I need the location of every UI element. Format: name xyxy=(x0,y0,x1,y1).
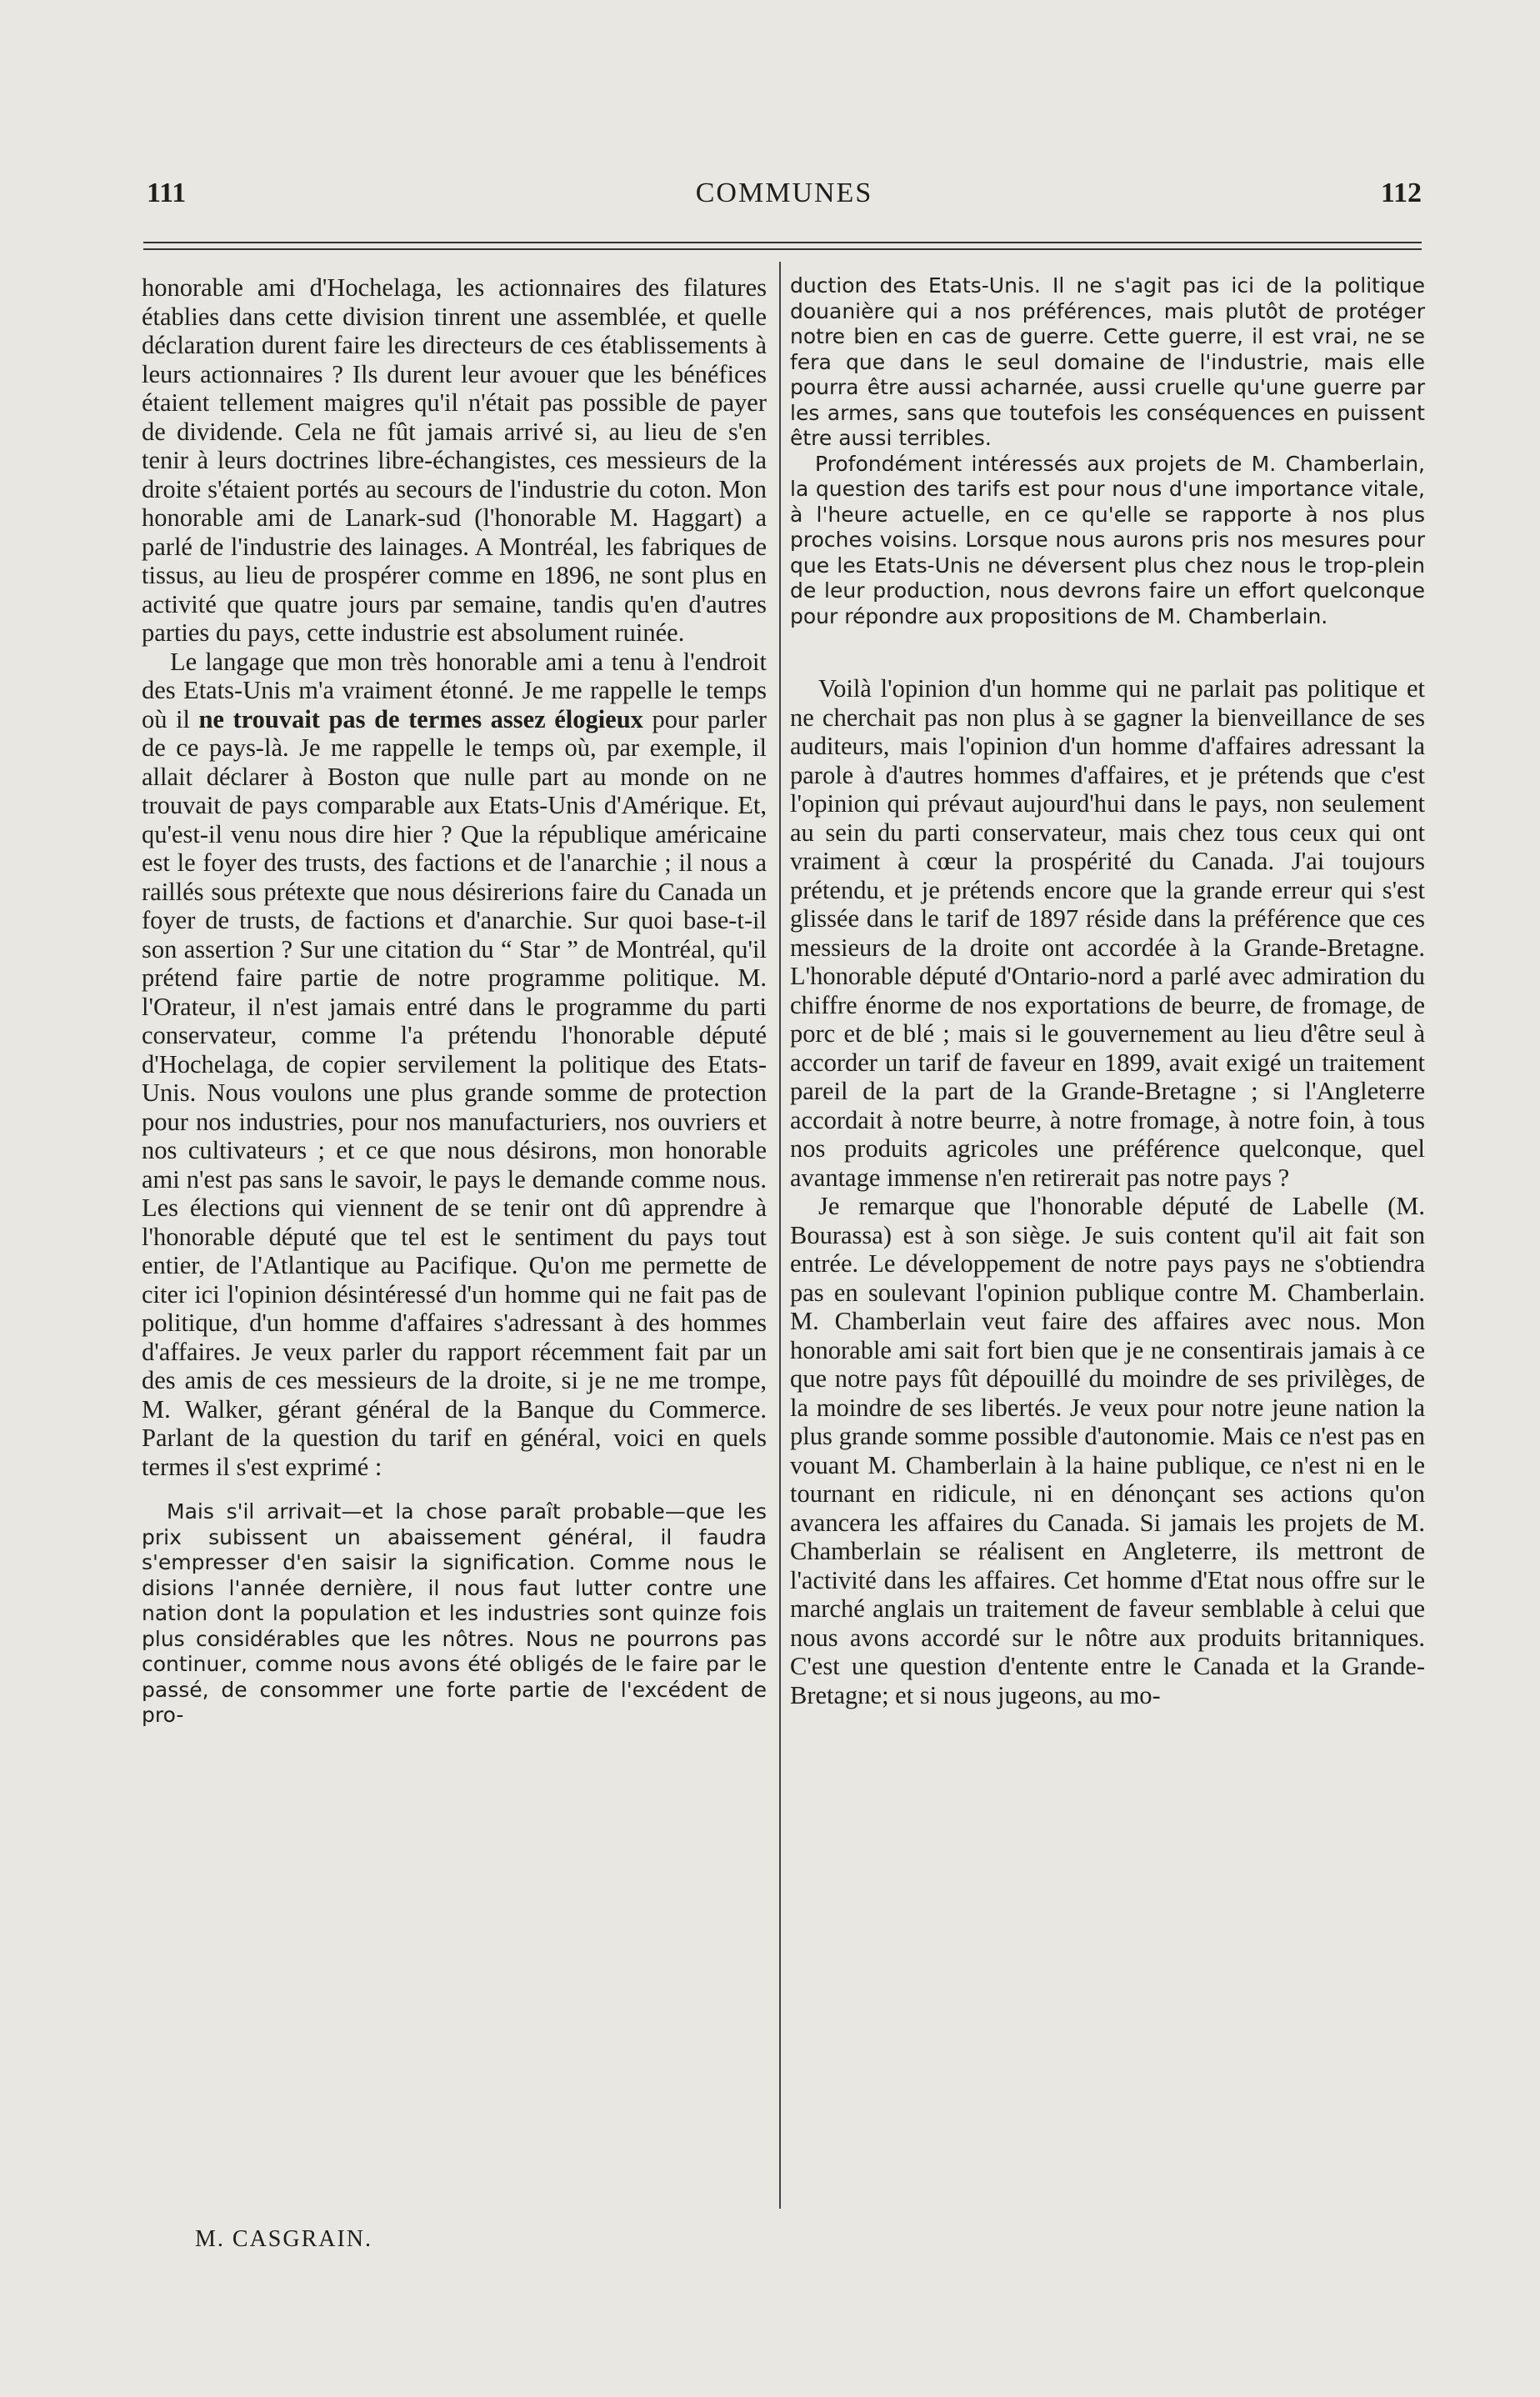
paragraph-labelle-bourassa: Je remarque que l'honorable député de Labelle (M. Bourassa) est à son siège. Je suis content qu'il ait fait son entrée. Le développement de notre pays pays ne s'obtiendra pas en soulevant l'opinion publique contre M. Chamberlain. M. Chamberlain veut faire des affaires avec nous. Mon honorable ami sait fort bien que je ne consentirais jamais à ce que notre pays fût dépouillé du moindre de ses privilèges, de la moindre de ses libertés. Je veux pour notre jeune nation la plus grande somme possible d'autonomie. Mais ce n'est pas en vouant M. Chamberlain à la haine publique, ce n'est ni en le tournant en ridicule, ni en dénonçant ses actions qu'on avancera les affaires du Canada. Si jamais les projets de M. Chamberlain se réalisent en Angleterre, ils mettront de l'activité dans les affaires. Cet homme d'Etat nous offre sur le marché anglais un traitement de faveur semblable à celui que nous avons accordé sur le nôtre aux produits britanniques. C'est une question d'entente entre le Canada et la Grande-Bretagne; et si nous jugeons, au mo- xyxy=(790,1192,1425,1709)
paragraph-text: pour parler de ce pays-là. Je me rappelle le temps où, par exemple, il allait déclarer à Boston que nulle part au monde on ne trouvait de pays comparable aux Etats-Unis d'Amérique. Et, qu'est-il venu nous dire hier ? Que la république américaine est le foyer des trusts, des factions et de l'anarchie ; il nous a raillés sous prétexte que nous désirerions faire du Canada un foyer de trusts, de factions et d'anarchie. Sur quoi base-t-il son assertion ? Sur une citation du “ Star ” de Montréal, qu'il prétend faire partie de notre programme politique. M. l'Orateur, il n'est jamais entré dans le programme du parti conservateur, comme l'a prétendu l'honorable député d'Hochelaga, de copier servilement la politique des Etats-Unis. Nous voulons une plus grande somme de protection pour nos industries, pour nos manufacturiers, nos ouvriers et nos cultivateurs ; et ce que nous désirons, mon honorable ami n'est pas sans le savoir, le pays le demande comme nous. Les élections qui viennent de se tenir ont dû apprendre à l'honorable député que tel est le sentiment du pays tout entier, de l'Atlantique au Pacifique. Qu'on me permette de citer ici l'opinion désintéressé d'un homme qui ne fait pas de politique, d'un homme d'affaires s'adressant à des hommes d'affaires. Je veux parler du rapport récemment fait par un des amis de ces messieurs de la droite, si je ne me trompe, M. Walker, gérant général de la Banque du Commerce. Parlant de la question du tarif en général, voici en quels termes il s'est exprimé : xyxy=(142,704,767,1481)
right-column xyxy=(790,273,1425,1709)
header-rule-bottom xyxy=(143,248,1422,250)
page-number-left: 111 xyxy=(147,178,187,208)
page-header xyxy=(147,178,1422,211)
running-head: COMMUNES xyxy=(695,178,873,208)
column-divider xyxy=(779,262,781,2209)
paragraph-text: Le langage que mon très honorable ami a tenu à l'endroit des Etats-Unis m'a vraiment étonné. Je me rappelle le temps où il xyxy=(142,647,767,733)
speaker-name: M. CASGRAIN. xyxy=(195,2226,373,2252)
left-column xyxy=(142,273,767,1729)
quotation-walker-continued: duction des Etats-Unis. Il ne s'agit pas ici de la politique douanière qui a nos préférences, mais plutôt de protéger notre bien en cas de guerre. Cette guerre, il est vrai, ne se fera que dans le seul domaine de l'industrie, mais elle pourra être aussi acharnée, aussi cruelle qu'une guerre par les armes, sans que toutefois les conséquences en puissent être aussi terribles. xyxy=(790,273,1425,450)
quotation-walker-start: Mais s'il arrivait—et la chose paraît probable—que les prix subissent un abaissement général, il faudra s'empresser d'en saisir la signification. Comme nous le disions l'année dernière, il nous faut lutter contre une nation dont la population et les industries sont quinze fois plus considérables que les nôtres. Nous ne pourrons pas continuer, comme nous avons été obligés de le faire par le passé, de consommer une forte partie de l'excédent de pro- xyxy=(142,1499,767,1727)
header-rule-top xyxy=(143,242,1422,243)
paragraph-hochelaga-filatures: honorable ami d'Hochelaga, les actionnaires des filatures établies dans cette division tinrent une assemblée, et quelle déclaration durent faire les directeurs de ces établissements à leurs actionnaires ? Ils durent leur avouer que les bénéfices étaient tellement maigres qu'il n'était pas possible de payer de dividende. Cela ne fût jamais arrivé si, au lieu de s'en tenir à leurs doctrines libre-échangistes, ces messieurs de la droite s'étaient portés au secours de l'industrie du coton. Mon honorable ami de Lanark-sud (l'honorable M. Haggart) a parlé de l'industrie des lainages. A Montréal, les fabriques de tissus, au lieu de prospérer comme en 1896, ne sont plus en activité que quatre jours par semaine, tandis qu'en d'autres parties du pays, cette industrie est absolument ruinée. xyxy=(142,273,767,647)
emphasized-phrase: ne trouvait pas de termes assez élogieux xyxy=(198,704,643,733)
page-number-right: 112 xyxy=(1380,178,1422,208)
paragraph-opinion-homme-affaires: Voilà l'opinion d'un homme qui ne parlait pas politique et ne cherchait pas non plus à se gagner la bienveillance de ses auditeurs, mais l'opinion d'un homme d'affaires adressant la parole à d'autres hommes d'affaires, et je prétends que c'est l'opinion qui prévaut aujourd'hui dans le pays, non seulement au sein du parti conservateur, mais chez tous ceux qui ont vraiment à cœur la prospérité du Canada. J'ai toujours prétendu, et je prétends encore que la grande erreur qui s'est glissée dans le tarif de 1897 réside dans la préférence que ces messieurs de la droite ont accordée à la Grande-Bretagne. L'honorable député d'Ontario-nord a parlé avec admiration du chiffre énorme de nos exportations de beurre, de fromage, de porc et de blé ; mais si le gouvernement au lieu d'être seul à accorder un tarif de faveur en 1899, avait exigé un traitement pareil de la part de la Grande-Bretagne ; si l'Angleterre accordait à notre beurre, à notre fromage, à notre foin, à tous nos produits agricoles une préférence quelconque, quel avantage immense n'en retirerait pas notre pays ? xyxy=(790,674,1425,1192)
quotation-chamberlain: Profondément intéressés aux projets de M. Chamberlain, la question des tarifs est pour nous d'une importance vitale, à l'heure actuelle, en ce qu'elle se rapporte à nos plus proches voisins. Lorsque nous aurons pris nos mesures pour que les Etats-Unis ne déversent plus chez nous le trop-plein de leur production, nous devrons faire un effort quelconque pour répondre aux propositions de M. Chamberlain. xyxy=(790,451,1425,628)
spacer xyxy=(142,1481,767,1499)
spacer xyxy=(790,629,1425,674)
paragraph-etats-unis-language xyxy=(142,648,767,1482)
